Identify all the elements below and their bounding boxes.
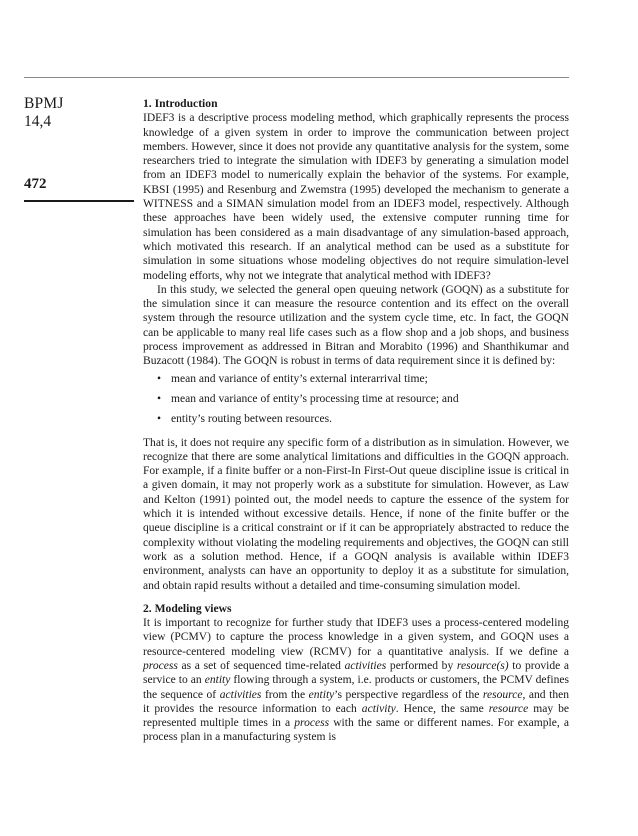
text-run: performed by (386, 659, 457, 672)
italic-term: resource(s) (456, 659, 509, 672)
text-run: , and then it provides the resource information to each (143, 688, 570, 715)
italic-term: activity (361, 702, 396, 715)
italic-term: process (143, 659, 178, 672)
intro-paragraph-3: That is, it does not require any specific form of a distribution as in simulation. However, we recognize that there are some analytical limitations and difficulties in the GOQN approach. For example, if a finite buffer or a non-First-In First-Out queue discipline issue is critical in a given domain, it may not properly work as a substitute for simulation. However, as Law and Kelton (1991) pointed out, the model needs to capture the essence of the system for which it is intended without excessive details. Hence, if none of the finite buffer or the queue discipline is a critical constraint or if it can be appropriately abstracted to reduce the complexity without violating the modeling requirements and objectives, the GOQN can still work as a solution method. Hence, if a GOQN analysis is available within IDEF3 environment, analysts can have an opportunity to deploy it as a substitute for simulation, and obtain rapid results without a detailed and time-consuming simulation model. (143, 436, 569, 592)
text-run: to provide a service to an (143, 659, 570, 687)
italic-term: entity (308, 688, 335, 701)
text-run: from the (261, 688, 309, 701)
italic-term: activities (344, 659, 387, 672)
list-item-text: mean and variance of entity’s external interarrival time; (171, 372, 428, 385)
bullet-icon: • (157, 413, 162, 426)
intro-paragraph-2: In this study, we selected the general open queuing network (GOQN) as a substitute for the simulation since it can measure the resource contention and its effect on the overall system through the resource utilization and the system cycle time, etc. In fact, the GOQN can be applicable to many real life cases such as a flow shop and a job shops, and business process improvement as addressed in Bitran and Morabito (1996) and Shanthikumar and Buzacott (1984). The GOQN is robust in terms of data requirement since it is defined by: (143, 283, 569, 368)
text-run: flowing through a system, i.e. products or customers, the PCMV defines the sequence of (143, 674, 569, 701)
italic-term: resource (488, 702, 529, 715)
list-item (157, 392, 569, 406)
bullet-icon: • (157, 392, 162, 405)
list-item (157, 412, 569, 426)
header-rule (24, 77, 569, 78)
modeling-views-paragraph (143, 616, 569, 745)
text-run: ’s perspective regardless of the (334, 688, 483, 701)
text-run: as a set of sequenced time-related (177, 659, 345, 672)
page-number: 472 (24, 176, 47, 192)
bullet-icon: • (157, 372, 162, 385)
page-number-rule (24, 200, 134, 202)
journal-abbreviation: BPMJ (24, 95, 64, 112)
requirement-list (143, 372, 569, 427)
margin-column (24, 95, 136, 131)
text-run: may be represented multiple times in a (143, 702, 569, 730)
list-item-text: entity’s routing between resources. (171, 413, 332, 426)
list-item-text: mean and variance of entity’s processing time at resource; and (171, 392, 459, 405)
italic-term: process (294, 717, 330, 730)
italic-term: entity (204, 674, 231, 687)
italic-term: activities (219, 688, 262, 701)
text-run: . Hence, the same (395, 702, 489, 715)
text-run: with the same or different names. For example, a process plan in a manufacturing system is (143, 717, 569, 744)
volume-issue: 14,4 (24, 113, 52, 130)
section-heading-modeling-views: 2. Modeling views (143, 601, 232, 615)
list-item (157, 372, 569, 386)
text-run: It is important to recognize for further study that IDEF3 uses a process-centered modeling view (PCMV) to capture the process knowledge in a given system, and GOQN uses a resource-centered modeling view (RCMV) for a quantitative analysis. If we define a (143, 617, 569, 658)
intro-paragraph-1: IDEF3 is a descriptive process modeling method, which graphically represents the process knowledge of a given system in order to improve the communication between project members. However, since it does not provide any quantitative analysis for the system, some researchers tried to integrate the simulation with IDEF3 by generating a simulation model from an IDEF3 model to numerically explain the behavior of the systems. For example, KBSI (1995) and Resenburg and Zwemstra (1995) developed the mechanism to generate a WITNESS and a SIMAN simulation model from an IDEF3 model, respectively. Although these approaches have been widely used, the extensive computer running time for simulation has been considered as a main disadvantage of any simulation-based approach, which motivated this research. If an analytical method can be used as a substitute for simulation in some situations whose modeling objectives do not require simulation-level modeling efforts, why not we integrate that analytical method with IDEF3? (143, 112, 569, 282)
italic-term: resource (482, 688, 523, 701)
article-body (143, 97, 569, 745)
section-heading-introduction: 1. Introduction (143, 97, 218, 110)
